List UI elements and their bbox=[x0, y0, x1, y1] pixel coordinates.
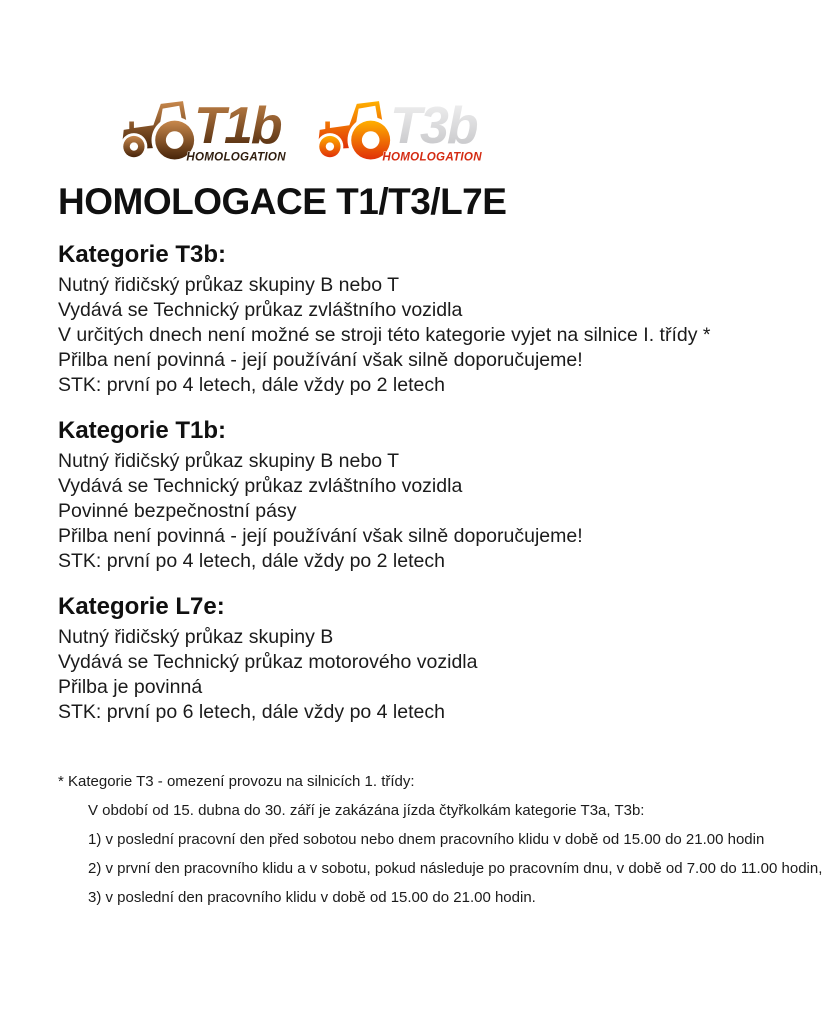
section-t1b-heading: Kategorie T1b: bbox=[58, 417, 227, 444]
t1b-logo-text: T1b bbox=[194, 95, 281, 154]
section-t3b-heading: Kategorie T3b: bbox=[58, 241, 227, 268]
footnote-intro: * Kategorie T3 - omezení provozu na silnicích 1. třídy: bbox=[58, 773, 415, 790]
section-t1b-line: Přilba není povinná - její používání však silně doporučujeme! bbox=[58, 525, 583, 547]
section-l7e-line: Nutný řidičský průkaz skupiny B bbox=[58, 626, 334, 648]
section-l7e-heading: Kategorie L7e: bbox=[58, 593, 225, 620]
section-t3b bbox=[58, 242, 816, 398]
t1b-logo bbox=[112, 78, 292, 166]
footnote-line: V období od 15. dubna do 30. září je zakázána jízda čtyřkolkám kategorie T3a, T3b: bbox=[88, 802, 645, 819]
section-t3b-line: V určitých dnech není možné se stroji této kategorie vyjet na silnice I. třídy * bbox=[58, 324, 711, 346]
footnote-line: 3) v poslední den pracovního klidu v době od 15.00 do 21.00 hodin. bbox=[88, 889, 536, 906]
t3b-logo-text: T3b bbox=[390, 95, 477, 154]
section-t1b-line: Vydává se Technický průkaz zvláštního vozidla bbox=[58, 475, 463, 497]
section-t1b-line: Nutný řidičský průkaz skupiny B nebo T bbox=[58, 450, 400, 472]
section-t1b bbox=[58, 418, 816, 574]
section-l7e-line: Vydává se Technický průkaz motorového vozidla bbox=[58, 651, 478, 673]
section-t1b-line: Povinné bezpečnostní pásy bbox=[58, 500, 297, 522]
t3b-logo-subtext: HOMOLOGATION bbox=[382, 151, 482, 164]
section-l7e-line: STK: první po 6 letech, dále vždy po 4 letech bbox=[58, 701, 445, 723]
section-l7e-line: Přilba je povinná bbox=[58, 676, 203, 698]
section-t3b-line: Vydává se Technický průkaz zvláštního vozidla bbox=[58, 299, 463, 321]
section-t3b-line: Nutný řidičský průkaz skupiny B nebo T bbox=[58, 274, 400, 296]
section-t1b-line: STK: první po 4 letech, dále vždy po 2 letech bbox=[58, 550, 445, 572]
section-l7e bbox=[58, 594, 816, 725]
section-t3b-line: Přilba není povinná - její používání však silně doporučujeme! bbox=[58, 349, 583, 371]
section-t3b-line: STK: první po 4 letech, dále vždy po 2 letech bbox=[58, 374, 445, 396]
t3b-logo bbox=[308, 78, 488, 166]
t1b-logo-subtext: HOMOLOGATION bbox=[186, 151, 286, 164]
footnote-line: 1) v poslední pracovní den před sobotou nebo dnem pracovního klidu v době od 15.00 do 21.00 hodin bbox=[88, 831, 765, 848]
logo-row bbox=[112, 0, 836, 166]
page-title: HOMOLOGACE T1/T3/L7E bbox=[58, 181, 507, 222]
footnote-line: 2) v první den pracovního klidu a v sobotu, pokud následuje po pracovním dnu, v době od 7.00 do 11.00 hodin, bbox=[88, 860, 823, 877]
footnote bbox=[58, 767, 836, 912]
